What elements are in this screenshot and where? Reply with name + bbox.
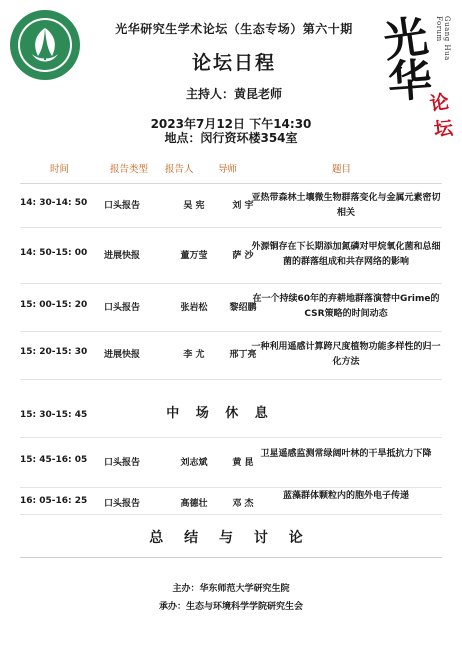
table-row [20,228,442,284]
brand-english-name: Guang Hua Forum [435,16,451,61]
row-title: 一种利用遥感计算跨尺度植物功能多样性的归一化方法 [251,342,441,367]
venue-line: 地点：闵行资环楼354室 [164,131,298,145]
row-advisor: 萨 沙 [232,251,254,261]
row-type: 进展快报 [104,350,141,360]
row-title: 亚热带森林土壤微生物群落变化与金属元素密切相关 [251,193,441,218]
column-type: 报告类型 [110,164,149,175]
row-title: 蓝藻群体颗粒内的胞外电子传递 [282,491,409,501]
row-time: 15: 20-15: 30 [20,347,88,357]
forum-title: 光华研究生学术论坛（生态专场）第六十期 [115,22,353,36]
schedule-header-row [20,154,442,184]
table-row [20,284,442,332]
row-speaker: 吴 宪 [183,201,205,211]
row-advisor: 黎绍鹏 [229,303,257,313]
guanghua-forum-brand [382,12,460,152]
column-title: 题目 [332,164,352,175]
table-row [20,332,442,380]
row-title: 卫星遥感监测常绿阔叶林的干旱抵抗力下降 [260,449,432,459]
row-type: 口头报告 [104,499,141,509]
brand-char-guang: 光 [380,11,432,68]
row-speaker: 张岩松 [180,303,208,313]
break-row [20,380,442,438]
row-speaker: 刘志斌 [180,458,208,468]
break-label: 中 场 休 息 [166,406,274,421]
row-speaker: 董万莹 [180,251,208,261]
co-organizer-line: 承办：生态与环境科学学院研究生会 [158,602,303,612]
summary-section [20,514,442,558]
row-time: 16: 05-16: 25 [20,496,88,506]
university-logo-icon [8,8,82,82]
table-row [20,438,442,488]
schedule-table [20,154,442,518]
organizer-line: 主办：华东师范大学研究生院 [172,584,290,594]
page-heading: 论坛日程 [191,52,276,74]
row-advisor: 邓 杰 [232,499,254,509]
row-type: 口头报告 [104,303,141,313]
row-time: 15: 45-16: 05 [20,455,88,465]
brand-char-lun: 论 [428,90,451,116]
row-advisor: 刘 宇 [232,201,254,211]
row-title: 外源铜存在下长期添加氮磷对甲烷氧化菌和总细菌的群落组成和共存网络的影响 [251,242,441,267]
row-type: 进展快报 [104,251,141,261]
column-advisor: 导师 [218,164,238,175]
row-advisor: 黄 昆 [232,458,254,468]
row-speaker: 高德壮 [180,499,208,509]
brand-char-hua: 华 [386,54,434,109]
row-speaker: 李 尤 [183,350,205,360]
brand-char-tan: 坛 [432,117,455,141]
row-type: 口头报告 [104,201,141,211]
host-line: 主持人：黄昆老师 [185,87,282,101]
date-line: 2023年7月12日 下午14:30 [150,117,312,131]
column-time: 时间 [50,164,70,175]
break-time: 15: 30-15: 45 [20,410,88,420]
row-time: 15: 00-15: 20 [20,300,88,310]
row-time: 14: 30-14: 50 [20,198,88,208]
row-title: 在一个持续60年的弃耕地群落演替中Grime的CSR策略的时间动态 [252,294,440,319]
row-type: 口头报告 [104,458,141,468]
row-advisor: 邢丁亮 [229,350,257,360]
row-time: 14: 50-15: 00 [20,248,88,258]
table-row [20,184,442,228]
column-speaker: 报告人 [165,164,194,175]
summary-label: 总 结 与 讨 论 [149,530,311,546]
